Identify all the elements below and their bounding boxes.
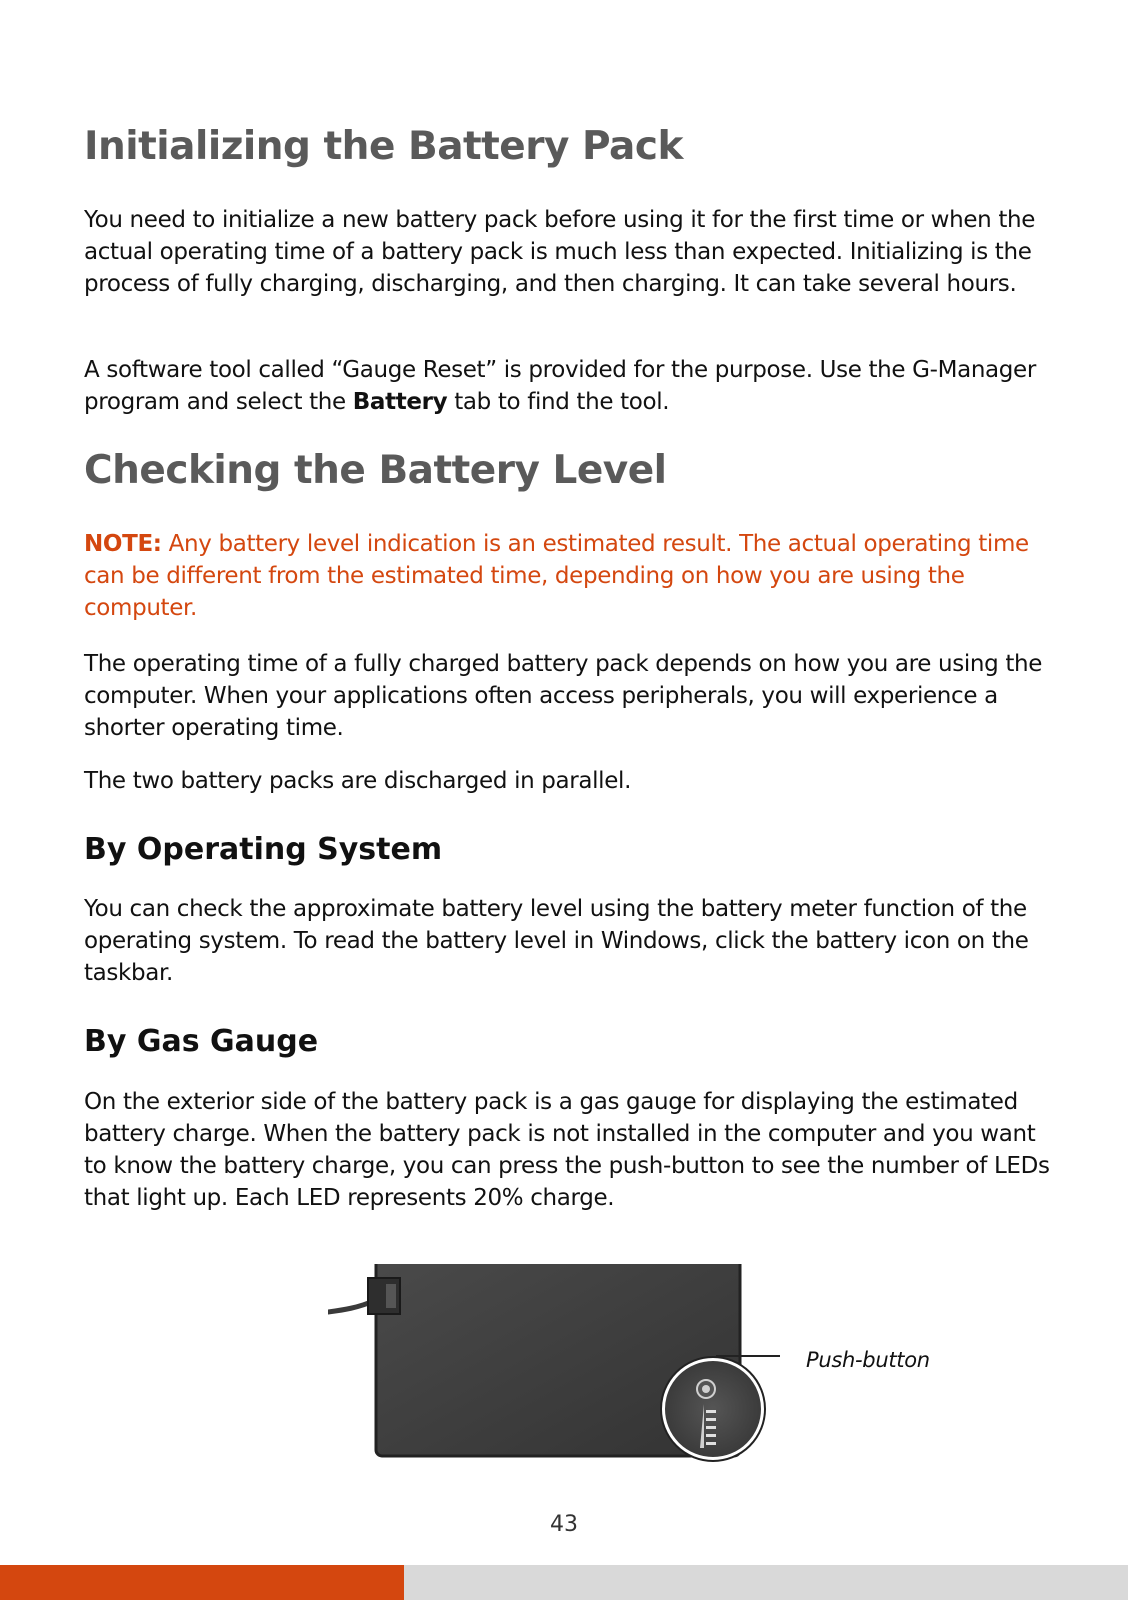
led-5 <box>706 1410 716 1413</box>
battery-pack-illustration <box>328 1264 968 1484</box>
led-3 <box>706 1426 716 1429</box>
led-1 <box>706 1442 716 1445</box>
subheading-operating-system: By Operating System <box>84 832 443 867</box>
note-paragraph <box>84 528 1054 624</box>
check-paragraph-1: The operating time of a fully charged battery pack depends on how you are using the computer. When your applications often access peripherals, you will experience a shorter operating time. <box>84 651 1043 741</box>
os-paragraph: You can check the approximate battery level using the battery meter function of the operating system. To read the battery level in Windows, click the battery icon on the taskbar. <box>84 896 1029 986</box>
section-heading-checking: Checking the Battery Level <box>84 448 667 493</box>
init-paragraph-2-text-a: A software tool called “Gauge Reset” is provided for the purpose. Use the G-Manager program and select the <box>84 357 1036 415</box>
led-2 <box>706 1434 716 1437</box>
gas-paragraph: On the exterior side of the battery pack is a gas gauge for displaying the estimated battery charge. When the battery pack is not installed in the computer and you want to know the battery charge, you can press the push-button to see the number of LEDs that light up. Each LED represents 20% charge. <box>84 1089 1050 1211</box>
connector-pin <box>386 1284 396 1308</box>
push-button-label: Push-button <box>806 1348 930 1372</box>
section-heading-initializing: Initializing the Battery Pack <box>84 124 683 169</box>
led-4 <box>706 1418 716 1421</box>
page-number: 43 <box>550 1512 578 1537</box>
subheading-gas-gauge: By Gas Gauge <box>84 1024 319 1059</box>
note-label: NOTE: <box>84 531 162 557</box>
init-paragraph-1: You need to initialize a new battery pack before using it for the first time or when the actual operating time of a battery pack is much less than expected. Initializing is the process of fully charging, discharging, and then charging. It can take several hours. <box>84 207 1036 297</box>
battery-pack-figure <box>328 1264 968 1484</box>
footer-bar <box>0 1565 1128 1600</box>
note-text: Any battery level indication is an estimated result. The actual operating time can be different from the estimated time, depending on how you are using the computer. <box>84 531 1029 621</box>
footer-accent <box>0 1565 404 1600</box>
check-paragraph-2: The two battery packs are discharged in parallel. <box>84 768 632 794</box>
init-paragraph-2 <box>84 354 1054 418</box>
init-paragraph-2-text-b: tab to find the tool. <box>447 389 670 415</box>
battery-tab-term: Battery <box>352 389 448 415</box>
